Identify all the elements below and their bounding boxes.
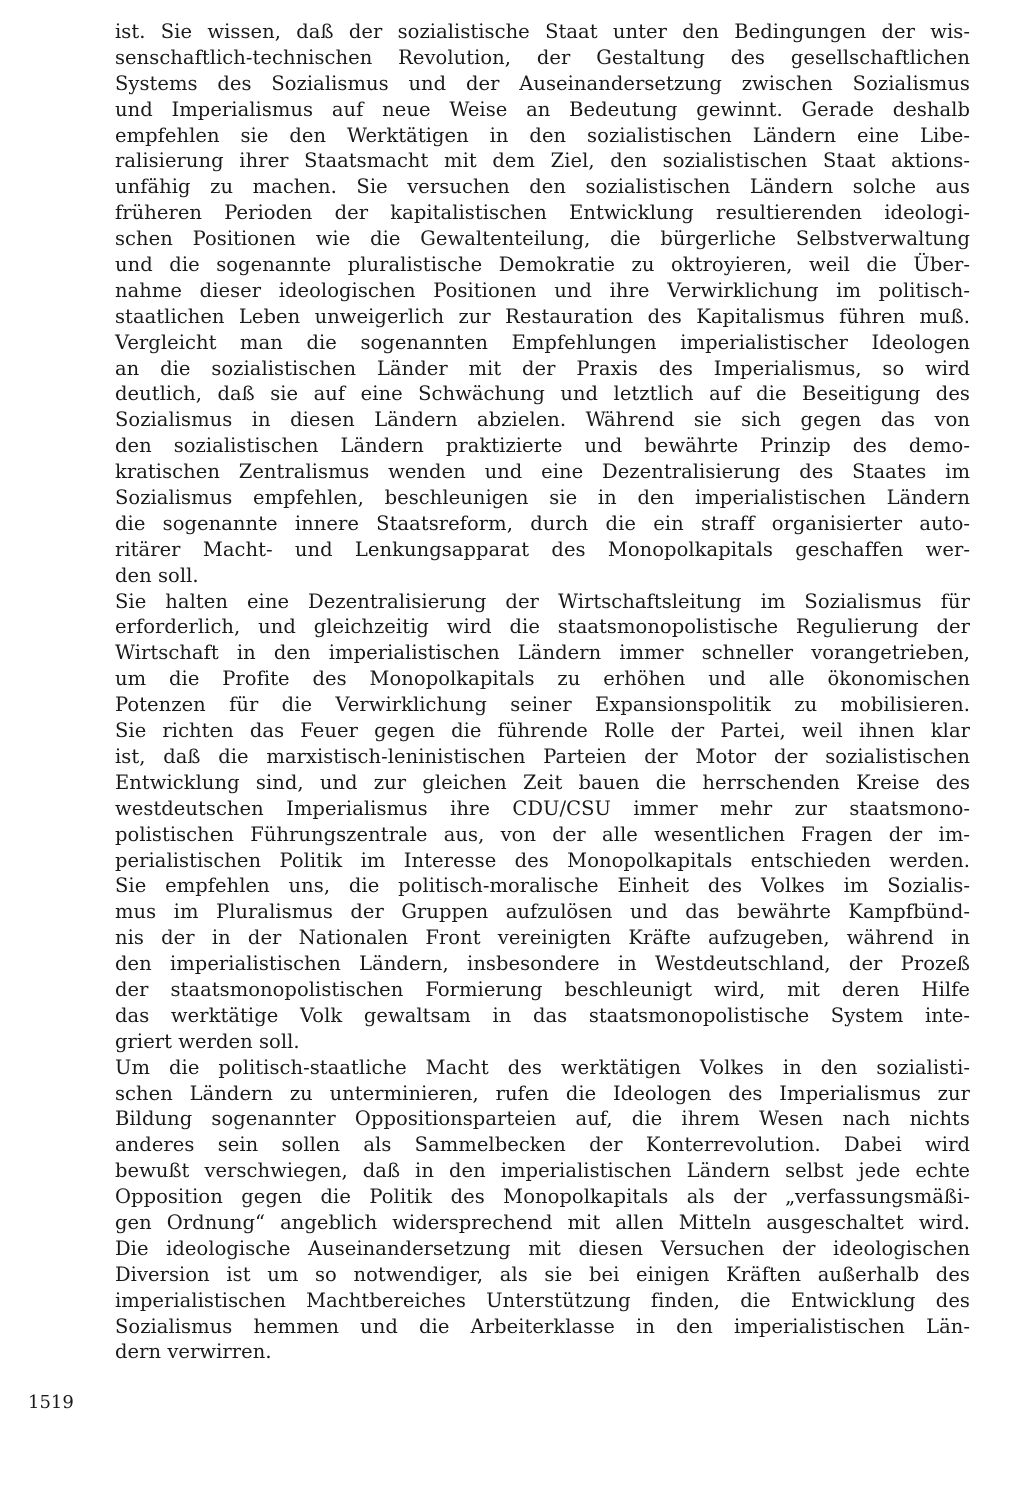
text-line: Sozialismus empfehlen, beschleunigen sie in den imperialistischen Ländern <box>115 486 970 510</box>
text-line: das werktätige Volk gewaltsam in das staatsmonopolistische System inte- <box>115 1003 970 1027</box>
text-line: und die sogenannte pluralistische Demokratie zu oktroyieren, weil die Über- <box>115 253 970 277</box>
text-line: Systems des Sozialismus und der Auseinandersetzung zwischen Sozialismus <box>115 71 970 95</box>
text-line: früheren Perioden der kapitalistischen Entwicklung resultierenden ideologi- <box>115 201 970 225</box>
text-line: anderes sein sollen als Sammelbecken der Konterrevolution. Dabei wird <box>115 1133 970 1157</box>
text-line: Sozialismus in diesen Ländern abzielen. Während sie sich gegen das von <box>115 408 970 432</box>
text-line: schen Ländern zu unterminieren, rufen die Ideologen des Imperialismus zur <box>115 1081 970 1105</box>
paragraph <box>115 589 970 1055</box>
text-line: Entwicklung sind, und zur gleichen Zeit bauen die herrschenden Kreise des <box>115 770 970 794</box>
text-line: Sie richten das Feuer gegen die führende Rolle der Partei, weil ihnen klar <box>115 719 970 743</box>
text-line: Die ideologische Auseinandersetzung mit diesen Versuchen der ideologischen <box>115 1236 970 1260</box>
text-line: den sozialistischen Ländern praktizierte und bewährte Prinzip des demo- <box>115 434 970 458</box>
text-line: Wirtschaft in den imperialistischen Ländern immer schneller vorangetrieben, <box>115 641 970 665</box>
text-line: nahme dieser ideologischen Positionen und ihre Verwirklichung im politisch- <box>115 278 970 302</box>
text-line: Diversion ist um so notwendiger, als sie bei einigen Kräften außerhalb des <box>115 1262 970 1286</box>
body-text <box>115 19 970 1365</box>
text-line: gen Ordnung“ angeblich widersprechend mit allen Mitteln ausgeschaltet wird. <box>115 1210 970 1234</box>
text-line: Sie halten eine Dezentralisierung der Wirtschaftsleitung im Sozialismus für <box>115 589 970 613</box>
text-line: ritärer Macht- und Lenkungsapparat des Monopolkapitals geschaffen wer- <box>115 537 970 561</box>
text-line: polistischen Führungszentrale aus, von der alle wesentlichen Fragen der im- <box>115 822 970 846</box>
text-line: mus im Pluralismus der Gruppen aufzulösen und das bewährte Kampfbünd- <box>115 900 970 924</box>
paragraph <box>115 1055 970 1366</box>
text-line: unfähig zu machen. Sie versuchen den sozialistischen Ländern solche aus <box>115 175 970 199</box>
text-line: westdeutschen Imperialismus ihre CDU/CSU immer mehr zur staatsmono- <box>115 796 970 820</box>
text-line: griert werden soll. <box>115 1029 300 1053</box>
text-line: kratischen Zentralismus wenden und eine Dezentralisierung des Staates im <box>115 460 970 484</box>
text-line: imperialistischen Machtbereiches Unterstützung finden, die Entwicklung des <box>115 1288 970 1312</box>
text-line: an die sozialistischen Länder mit der Praxis des Imperialismus, so wird <box>115 356 970 380</box>
text-line: erforderlich, und gleichzeitig wird die staatsmonopolistische Regulierung der <box>115 615 970 639</box>
page-number: 1519 <box>28 1392 74 1413</box>
text-line: nis der in der Nationalen Front vereinigten Kräfte aufzugeben, während in <box>115 926 970 950</box>
text-line: um die Profite des Monopolkapitals zu erhöhen und alle ökonomischen <box>115 667 970 691</box>
text-line: Bildung sogenannter Oppositionsparteien auf, die ihrem Wesen nach nichts <box>115 1107 970 1131</box>
text-line: Potenzen für die Verwirklichung seiner Expansionspolitik zu mobilisieren. <box>115 693 970 717</box>
text-line: Vergleicht man die sogenannten Empfehlungen imperialistischer Ideologen <box>115 330 970 354</box>
text-line: und Imperialismus auf neue Weise an Bedeutung gewinnt. Gerade deshalb <box>115 97 970 121</box>
text-line: Sie empfehlen uns, die politisch-moralische Einheit des Volkes im Sozialis- <box>115 874 970 898</box>
paragraph <box>115 19 970 589</box>
text-line: deutlich, daß sie auf eine Schwächung und letztlich auf die Beseitigung des <box>115 382 970 406</box>
text-line: ist, daß die marxistisch-leninistischen Parteien der Motor der sozialistischen <box>115 744 970 768</box>
text-line: der staatsmonopolistischen Formierung beschleunigt wird, mit deren Hilfe <box>115 977 970 1001</box>
text-line: ralisierung ihrer Staatsmacht mit dem Ziel, den sozialistischen Staat aktions- <box>115 149 970 173</box>
text-line: bewußt verschwiegen, daß in den imperialistischen Ländern selbst jede echte <box>115 1159 970 1183</box>
text-line: senschaftlich-technischen Revolution, der Gestaltung des gesellschaftlichen <box>115 45 970 69</box>
text-line: den soll. <box>115 563 199 587</box>
text-line: die sogenannte innere Staatsreform, durch die ein straff organisierter auto- <box>115 511 970 535</box>
text-line: empfehlen sie den Werktätigen in den sozialistischen Ländern eine Libe- <box>115 123 970 147</box>
text-line: perialistischen Politik im Interesse des Monopolkapitals entschieden werden. <box>115 848 970 872</box>
text-line: schen Positionen wie die Gewaltenteilung, die bürgerliche Selbstverwaltung <box>115 227 970 251</box>
text-line: staatlichen Leben unweigerlich zur Restauration des Kapitalismus führen muß. <box>115 304 970 328</box>
text-line: Opposition gegen die Politik des Monopolkapitals als der „verfassungsmäßi- <box>115 1185 970 1209</box>
text-line: ist. Sie wissen, daß der sozialistische Staat unter den Bedingungen der wis- <box>115 20 970 43</box>
text-line: den imperialistischen Ländern, insbesondere in Westdeutschland, der Prozeß <box>115 952 970 976</box>
text-line: Um die politisch-staatliche Macht des werktätigen Volkes in den sozialisti- <box>115 1055 970 1079</box>
text-line: Sozialismus hemmen und die Arbeiterklasse in den imperialistischen Län- <box>115 1314 970 1338</box>
text-line: dern verwirren. <box>115 1340 272 1364</box>
